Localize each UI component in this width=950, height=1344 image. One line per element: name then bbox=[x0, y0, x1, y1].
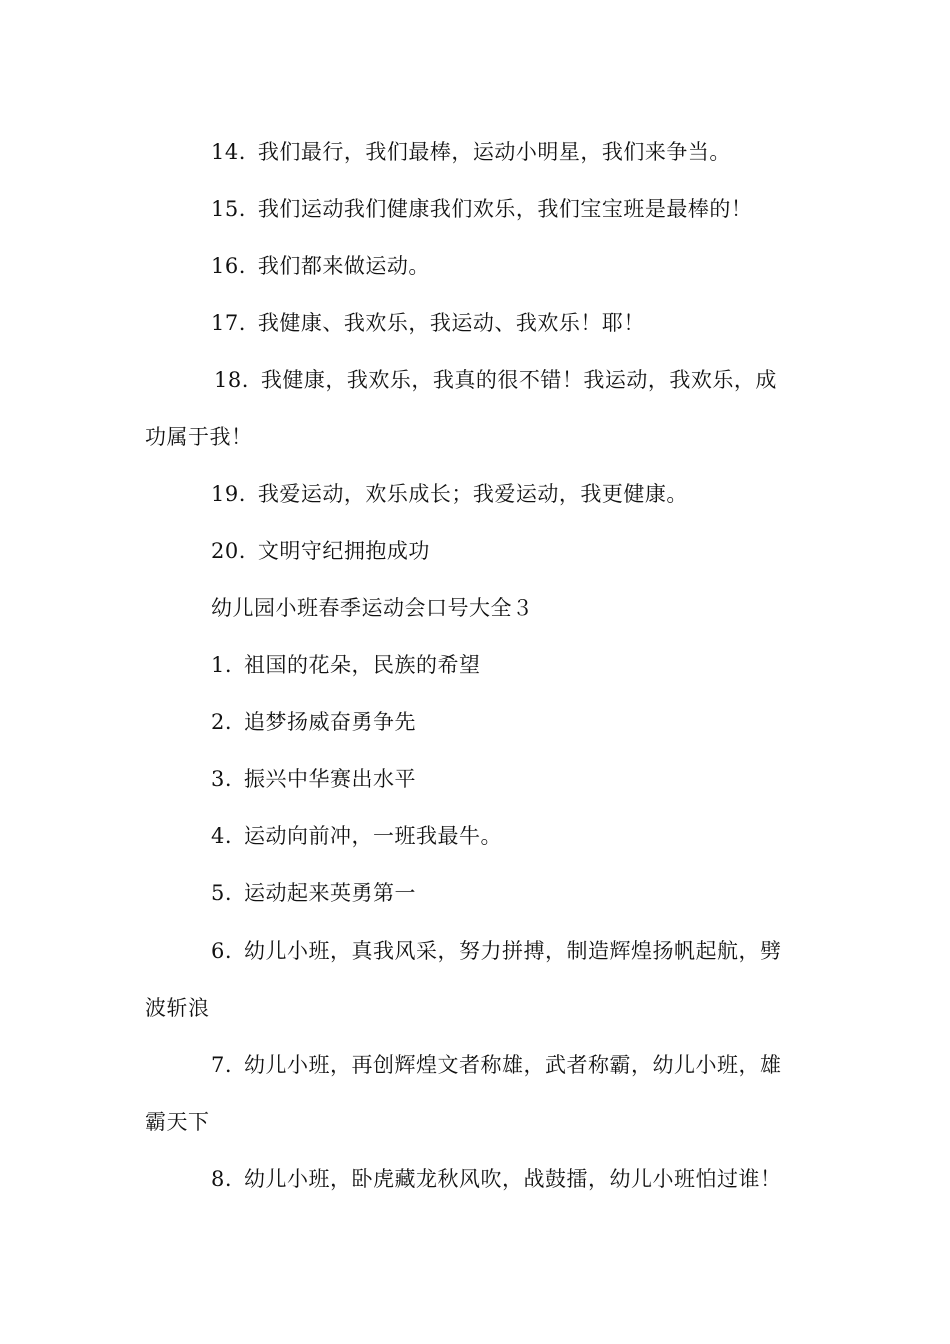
line-number: 18. bbox=[214, 368, 249, 392]
line-number: 19. bbox=[211, 482, 246, 506]
slogan-line-1 bbox=[211, 651, 481, 679]
line-text: 祖国的花朵，民族的希望 bbox=[244, 653, 481, 677]
line-number: 15. bbox=[211, 197, 246, 221]
slogan-line-18 bbox=[214, 366, 777, 394]
line-number: 17. bbox=[211, 311, 246, 335]
slogan-line-4 bbox=[211, 822, 502, 850]
slogan-line-17 bbox=[211, 309, 645, 337]
line-number: 14. bbox=[211, 140, 246, 164]
slogan-line-6 bbox=[211, 937, 782, 965]
line-text: 幼儿小班，再创辉煌文者称雄，武者称霸，幼儿小班，雄 bbox=[244, 1053, 782, 1077]
slogan-line-20 bbox=[211, 537, 430, 565]
slogan-line-14 bbox=[211, 138, 731, 166]
slogan-line-2 bbox=[211, 708, 416, 736]
line-number: 5. bbox=[211, 881, 233, 905]
slogan-line-15 bbox=[211, 195, 752, 223]
line-text: 我健康、我欢乐，我运动、我欢乐！耶！ bbox=[257, 311, 645, 335]
line-number: 20. bbox=[211, 539, 246, 563]
line-number: 2. bbox=[211, 710, 233, 734]
line-number: 4. bbox=[211, 824, 233, 848]
line-text: 追梦扬威奋勇争先 bbox=[244, 710, 417, 734]
line-text: 霸天下 bbox=[145, 1110, 210, 1134]
line-number: 16. bbox=[211, 254, 246, 278]
line-text: 波斩浪 bbox=[145, 996, 210, 1020]
line-number: 6. bbox=[211, 939, 233, 963]
slogan-line-5 bbox=[211, 879, 416, 907]
line-text: 幼儿小班，真我风采，努力拼搏，制造辉煌扬帆起航，劈 bbox=[244, 939, 782, 963]
line-number: 7. bbox=[211, 1053, 233, 1077]
line-text: 我们都来做运动。 bbox=[257, 254, 430, 278]
line-text: 功属于我！ bbox=[145, 425, 253, 449]
slogan-line-7-cont bbox=[145, 1108, 210, 1136]
section-heading bbox=[211, 594, 534, 622]
line-text: 我们最行，我们最棒，运动小明星，我们来争当。 bbox=[257, 140, 731, 164]
line-text: 幼儿小班，卧虎藏龙秋风吹，战鼓擂，幼儿小班怕过谁！ bbox=[244, 1167, 782, 1191]
line-text: 我健康，我欢乐，我真的很不错！我运动，我欢乐，成 bbox=[260, 368, 777, 392]
line-text: 文明守纪拥抱成功 bbox=[257, 539, 430, 563]
line-text: 我们运动我们健康我们欢乐，我们宝宝班是最棒的！ bbox=[257, 197, 753, 221]
slogan-line-19 bbox=[211, 480, 688, 508]
line-number: 1. bbox=[211, 653, 233, 677]
line-number: 3. bbox=[211, 767, 233, 791]
slogan-line-16 bbox=[211, 252, 430, 280]
line-text: 运动起来英勇第一 bbox=[244, 881, 417, 905]
slogan-line-3 bbox=[211, 765, 416, 793]
slogan-line-8 bbox=[211, 1165, 782, 1193]
line-text: 运动向前冲，一班我最牛。 bbox=[244, 824, 503, 848]
slogan-line-6-cont bbox=[145, 994, 210, 1022]
line-text: 我爱运动，欢乐成长；我爱运动，我更健康。 bbox=[257, 482, 688, 506]
heading-text: 幼儿园小班春季运动会口号大全３ bbox=[211, 596, 534, 620]
slogan-line-7 bbox=[211, 1051, 782, 1079]
line-text: 振兴中华赛出水平 bbox=[244, 767, 417, 791]
line-number: 8. bbox=[211, 1167, 233, 1191]
slogan-line-18-cont bbox=[145, 423, 253, 451]
